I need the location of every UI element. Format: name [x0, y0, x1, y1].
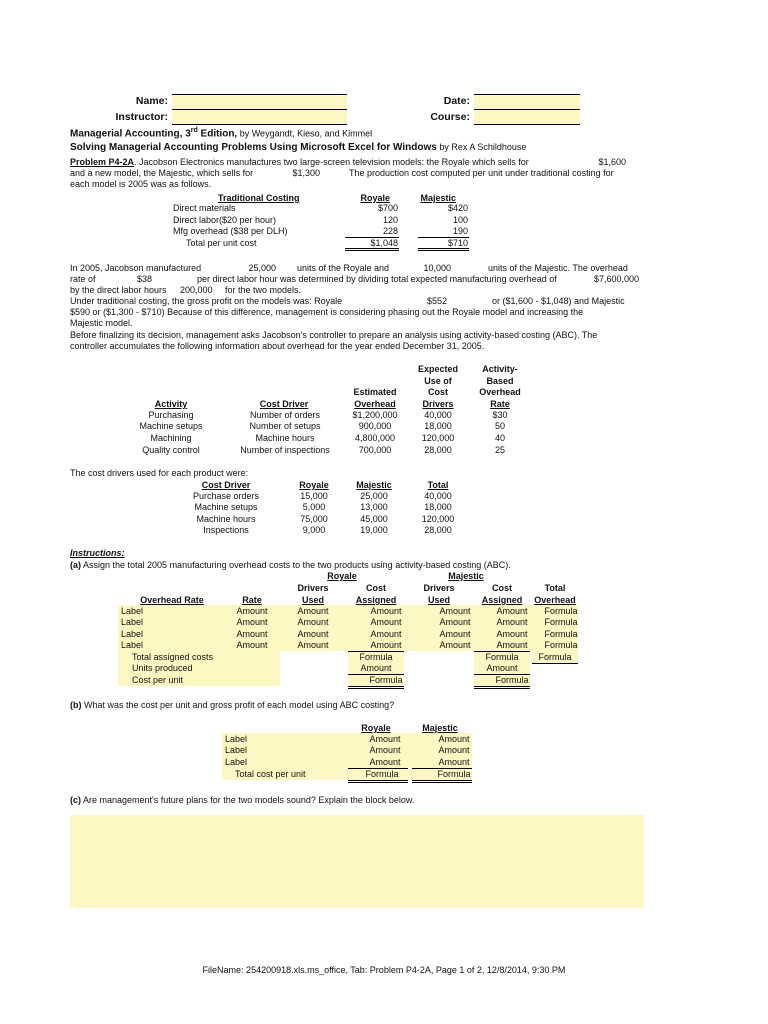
royale-cost-cell[interactable]: Amount [370, 606, 402, 616]
double-underline [345, 248, 399, 251]
b-total-royale[interactable]: Formula [365, 769, 399, 779]
b-majestic-cell[interactable]: Amount [438, 734, 470, 744]
cpu-majestic[interactable]: Formula [495, 675, 529, 685]
royale-price: $1,600 [598, 157, 626, 167]
majestic-used-cell[interactable]: Amount [439, 617, 471, 627]
h-overhead-rate: Overhead Rate [140, 595, 204, 605]
activity-overhead: $1,200,000 [352, 410, 398, 420]
royale-cost-cell[interactable]: Amount [370, 617, 402, 627]
cost-per-unit-label: Cost per unit [132, 675, 184, 685]
double-underline [474, 686, 530, 689]
drv-majestic: 25,000 [360, 491, 388, 501]
instructor-label: Instructor: [115, 111, 168, 123]
rate-cell[interactable]: Amount [236, 629, 268, 639]
direct-labor-hours: 200,000 [180, 285, 213, 295]
instruction-b: (b) What was the cost per unit and gross profit of each model using ABC costing? [70, 700, 395, 710]
narrative-6: Majestic model. [70, 318, 133, 328]
h-assigned: Assigned [355, 595, 397, 605]
h-cost: Cost [492, 583, 512, 593]
royale-used-cell[interactable]: Amount [297, 606, 329, 616]
activity-driver: Number of setups [249, 421, 321, 431]
narrative-5: $590 or ($1,300 - $710) Because of this difference, management is considering phasing out the Royale model and increasing the [70, 307, 584, 317]
col-activity: Activity [154, 399, 188, 409]
drv-majestic: 45,000 [360, 514, 388, 524]
narrative-3a: by the direct labor hours [70, 285, 167, 295]
majestic-used-cell[interactable]: Amount [439, 629, 471, 639]
trad-total-majestic: $710 [447, 238, 468, 248]
h-expected-1: Expected [418, 364, 459, 374]
trad-row-majestic: 190 [452, 226, 468, 236]
total-assigned-total[interactable]: Formula [538, 652, 572, 662]
h-used: Used [301, 595, 324, 605]
trad-total-royale: $1,048 [370, 238, 398, 248]
h-total: Total [544, 583, 566, 593]
majestic-used-cell[interactable]: Amount [439, 640, 471, 650]
traditional-heading: Traditional Costing [218, 193, 300, 203]
trad-row-majestic: $420 [447, 203, 468, 213]
majestic-price: $1,300 [292, 168, 320, 178]
trad-total-label: Total per unit cost [186, 238, 257, 248]
h-cost: Cost [366, 583, 386, 593]
b-col-majestic: Majestic [422, 723, 458, 733]
group-majestic: Majestic [448, 571, 484, 581]
trad-row-majestic: 100 [452, 215, 468, 225]
b-majestic-cell[interactable]: Amount [438, 745, 470, 755]
drv-name: Machine hours [196, 514, 256, 524]
row-label-cell[interactable]: Label [121, 640, 144, 650]
rate-cell[interactable]: Amount [236, 617, 268, 627]
narrative-3b: for the two models. [225, 285, 302, 295]
trad-row-label: Direct labor($20 per hour) [173, 215, 277, 225]
majestic-cost-cell[interactable]: Amount [496, 617, 528, 627]
h-expected-3: Cost [428, 387, 448, 397]
narrative-8: controller accumulates the following information about overhead for the year ended December 31, 2005. [70, 341, 485, 351]
activity-driver: Number of orders [249, 410, 321, 420]
date-label: Date: [443, 95, 470, 107]
activity-overhead: 900,000 [358, 421, 392, 431]
row-label-cell[interactable]: Label [121, 617, 144, 627]
col-rate: Rate [490, 399, 510, 409]
drv-royale: 15,000 [300, 491, 328, 501]
narrative-4b: or ($1,600 - $1,048) and Majestic [492, 296, 625, 306]
drv-total: 40,000 [424, 491, 452, 501]
activity-driver: Machine hours [255, 433, 315, 443]
h-abc-3: Overhead [479, 387, 521, 397]
problem-line-3: each model is 2005 was as follows. [70, 179, 212, 189]
activity-drivers: 28,000 [424, 445, 452, 455]
footer-filename: FileName: 254200918.xls.ms_office, Tab: Problem P4-2A, Page 1 of 2, 12/8/2014, 9:30 PM [202, 965, 566, 975]
activity-overhead: 700,000 [358, 445, 392, 455]
units-majestic[interactable]: Amount [486, 663, 518, 673]
drv-col-majestic: Majestic [356, 480, 392, 490]
name-label: Name: [135, 95, 168, 107]
units-produced-label: Units produced [132, 663, 193, 673]
h-expected-2: Use of [424, 376, 452, 386]
problem-line-2b: The production cost computed per unit under traditional costing for [349, 168, 614, 178]
b-col-royale: Royale [361, 723, 391, 733]
b-royale-cell[interactable]: Amount [369, 734, 401, 744]
royale-cost-cell[interactable]: Amount [370, 640, 402, 650]
drivers-intro: The cost drivers used for each product were: [70, 468, 249, 478]
b-row-label[interactable]: Label [225, 745, 248, 755]
total-overhead-cell[interactable]: Formula [544, 617, 578, 627]
explanation-textarea[interactable] [70, 815, 644, 908]
trad-col-majestic: Majestic [420, 193, 456, 203]
trad-row-label: Mfg overhead ($38 per DLH) [173, 226, 288, 236]
activity-drivers: 18,000 [424, 421, 452, 431]
instructor-field[interactable] [172, 109, 347, 125]
drv-name: Inspections [203, 525, 249, 535]
b-total-majestic[interactable]: Formula [437, 769, 471, 779]
narrative-1a: In 2005, Jacobson manufactured [70, 263, 202, 273]
drv-majestic: 19,000 [360, 525, 388, 535]
activity-rate: $30 [492, 410, 508, 420]
drv-col-total: Total [427, 480, 449, 490]
drv-royale: 75,000 [300, 514, 328, 524]
total-assigned-majestic[interactable]: Formula [485, 652, 519, 662]
double-underline [348, 686, 404, 689]
date-field[interactable] [474, 94, 580, 110]
drv-total: 18,000 [424, 502, 452, 512]
cpu-royale[interactable]: Formula [369, 675, 403, 685]
majestic-cost-cell[interactable]: Amount [496, 629, 528, 639]
h-assigned: Assigned [481, 595, 523, 605]
trad-row-label: Direct materials [173, 203, 236, 213]
drv-col-royale: Royale [299, 480, 329, 490]
b-royale-cell[interactable]: Amount [369, 745, 401, 755]
activity-drivers: 40,000 [424, 410, 452, 420]
drv-total: 120,000 [421, 514, 455, 524]
drv-col-driver: Cost Driver [201, 480, 251, 490]
h-abc-1: Activity- [482, 364, 518, 374]
total-overhead-cell[interactable]: Formula [544, 640, 578, 650]
majestic-units: 10,000 [423, 263, 451, 273]
subtitle: Solving Managerial Accounting Problems Using Microsoft Excel for Windows by Rex A Schildhouse [70, 142, 527, 153]
h-abc-2: Based [486, 376, 514, 386]
narrative-7: Before finalizing its decision, management asks Jacobson's controller to prepare an analysis using activity-based costing (ABC). The [70, 330, 598, 340]
activity-overhead: 4,800,000 [354, 433, 396, 443]
royale-gross-profit: $552 [426, 296, 447, 306]
double-underline [348, 780, 408, 783]
units-royale[interactable]: Amount [360, 663, 392, 673]
group-royale: Royale [327, 571, 357, 581]
trad-row-royale: 120 [382, 215, 398, 225]
course-label: Course: [430, 111, 470, 123]
narrative-4a: Under traditional costing, the gross profit on the models was: Royale [70, 296, 343, 306]
activity-name: Purchasing [148, 410, 194, 420]
total-assigned-royale[interactable]: Formula [359, 652, 393, 662]
h-overhead: Overhead [534, 595, 576, 605]
narrative-2a: rate of [70, 274, 96, 284]
activity-driver: Number of inspections [240, 445, 330, 455]
col-drivers: Drivers [422, 399, 454, 409]
b-row-label[interactable]: Label [225, 757, 248, 767]
b-majestic-cell[interactable]: Amount [438, 757, 470, 767]
instruction-c: (c) Are management's future plans for the two models sound? Explain the block below. [70, 795, 415, 805]
drv-name: Purchase orders [192, 491, 260, 501]
drv-royale: 9,000 [302, 525, 326, 535]
row-label-cell[interactable]: Label [121, 606, 144, 616]
b-row-label[interactable]: Label [225, 734, 248, 744]
total-assigned-label: Total assigned costs [132, 652, 214, 662]
trad-col-royale: Royale [360, 193, 390, 203]
total-overhead-cell[interactable]: Formula [544, 606, 578, 616]
problem-line-1: Problem P4-2A. Jacobson Electronics manufactures two large-screen television models: the Royale which sells for [70, 157, 529, 167]
royale-cost-cell[interactable]: Amount [370, 629, 402, 639]
instructions-heading: Instructions: [70, 548, 125, 558]
total-overhead-cell[interactable]: Formula [544, 629, 578, 639]
col-overhead: Overhead [354, 399, 396, 409]
trad-row-royale: 228 [382, 226, 398, 236]
h-rate: Rate [242, 595, 262, 605]
activity-name: Quality control [142, 445, 200, 455]
royale-used-cell[interactable]: Amount [297, 629, 329, 639]
narrative-1c: units of the Majestic. The overhead [488, 263, 628, 273]
drv-name: Machine setups [194, 502, 258, 512]
col-cost-driver: Cost Driver [259, 399, 309, 409]
activity-rate: 40 [494, 433, 505, 443]
rate-cell[interactable]: Amount [236, 640, 268, 650]
royale-units: 25,000 [248, 263, 276, 273]
drv-royale: 5,000 [302, 502, 326, 512]
h-drivers: Drivers [423, 583, 455, 593]
activity-rate: 50 [494, 421, 505, 431]
activity-name: Machine setups [139, 421, 203, 431]
row-label-cell[interactable]: Label [121, 629, 144, 639]
rate-cell[interactable]: Amount [236, 606, 268, 616]
drv-total: 28,000 [424, 525, 452, 535]
narrative-1b: units of the Royale and [297, 263, 390, 273]
majestic-cost-cell[interactable]: Amount [496, 640, 528, 650]
h-drivers: Drivers [297, 583, 329, 593]
activity-drivers: 120,000 [421, 433, 455, 443]
instruction-a: (a) Assign the total 2005 manufacturing overhead costs to the two products using activity-based costing (ABC). [70, 560, 511, 570]
royale-used-cell[interactable]: Amount [297, 617, 329, 627]
drv-majestic: 13,000 [360, 502, 388, 512]
total-overhead: $7,600,000 [593, 274, 639, 284]
majestic-used-cell[interactable]: Amount [439, 606, 471, 616]
activity-rate: 25 [494, 445, 505, 455]
majestic-cost-cell[interactable]: Amount [496, 606, 528, 616]
b-total-label: Total cost per unit [235, 769, 306, 779]
double-underline [418, 248, 469, 251]
activity-name: Machining [150, 433, 192, 443]
narrative-2b: per direct labor hour was determined by dividing total expected manufacturing overhead of [197, 274, 557, 284]
course-field[interactable] [474, 109, 580, 125]
trad-row-royale: $700 [377, 203, 398, 213]
h-used: Used [427, 595, 450, 605]
underline [532, 663, 578, 664]
overhead-rate: $38 [136, 274, 152, 284]
problem-line-2a: and a new model, the Majestic, which sells for [70, 168, 254, 178]
book-title: Managerial Accounting, 3rd Edition, by Weygandt, Kieso, and Kimmel [70, 127, 373, 140]
h-estimated: Estimated [353, 387, 397, 397]
double-underline [412, 780, 472, 783]
b-royale-cell[interactable]: Amount [369, 757, 401, 767]
royale-used-cell[interactable]: Amount [297, 640, 329, 650]
name-field[interactable] [172, 94, 347, 110]
